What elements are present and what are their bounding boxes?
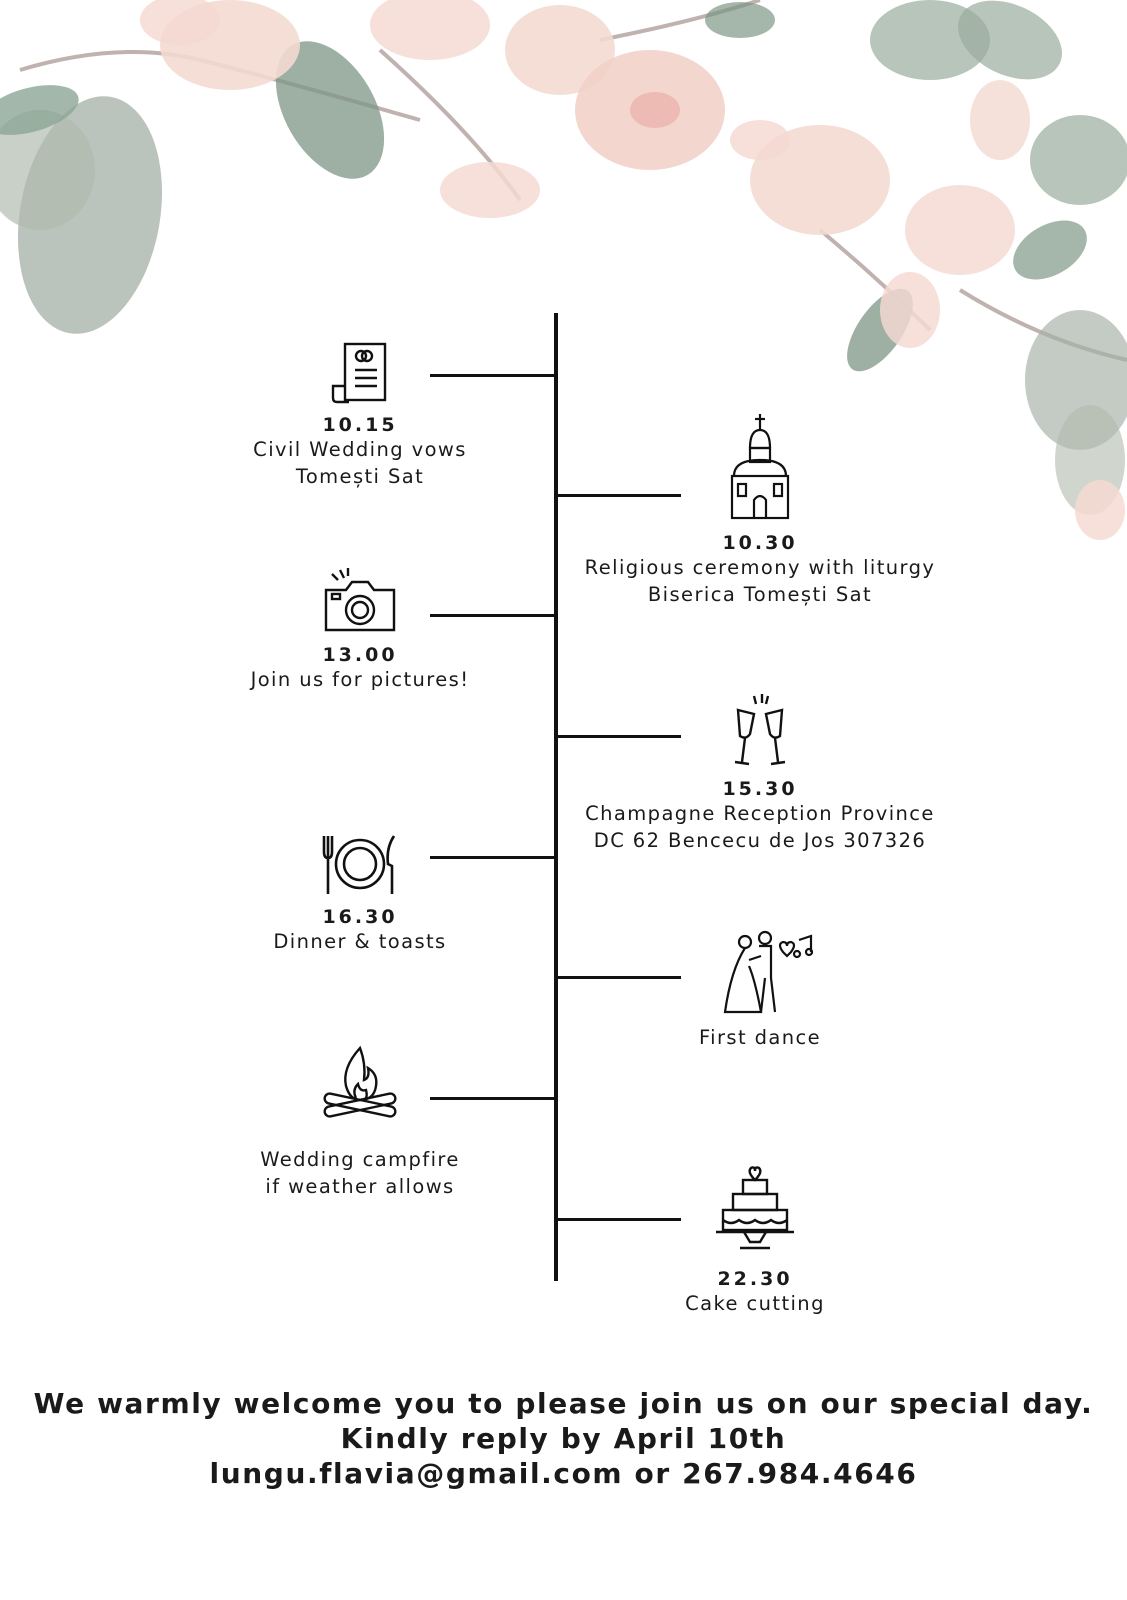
event-title: Cake cutting — [685, 1292, 825, 1315]
event-title: Civil Wedding vows — [253, 438, 467, 461]
event-time: 16.30 — [322, 906, 398, 928]
wedding-cake-icon — [714, 1166, 796, 1258]
church-icon — [728, 412, 792, 522]
event-time: 15.30 — [722, 778, 798, 800]
event-cake-cutting — [620, 1166, 890, 1317]
timeline-spine — [554, 313, 558, 1281]
event-title: Religious ceremony with liturgy — [584, 556, 936, 579]
event-campfire — [215, 1044, 505, 1200]
event-time: 10.15 — [322, 414, 398, 436]
event-dinner — [220, 834, 500, 955]
plate-cutlery-icon — [318, 834, 402, 896]
event-time: 13.00 — [322, 644, 398, 666]
campfire-icon — [320, 1044, 400, 1124]
event-title: Dinner & toasts — [273, 930, 447, 953]
rsvp-contact: lungu.flavia@gmail.com or 267.984.4646 — [209, 1457, 918, 1490]
dancing-couple-icon — [707, 930, 813, 1016]
event-title: Wedding campfire — [260, 1148, 460, 1171]
event-pictures — [220, 568, 500, 693]
event-note: if weather allows — [265, 1175, 455, 1198]
event-religious-ceremony — [580, 412, 940, 608]
camera-icon — [322, 568, 398, 634]
event-location: Biserica Tomești Sat — [647, 583, 873, 606]
event-time: 22.30 — [717, 1268, 793, 1290]
event-title: Join us for pictures! — [250, 668, 470, 691]
welcome-message: We warmly welcome you to please join us on our special day. — [33, 1387, 1094, 1420]
event-location: Tomești Sat — [295, 465, 425, 488]
event-champagne-reception — [570, 694, 950, 854]
marriage-certificate-icon — [325, 340, 395, 404]
event-title: First dance — [698, 1026, 822, 1049]
event-title: Champagne Reception Province — [585, 802, 935, 825]
event-location: DC 62 Bencecu de Jos 307326 — [593, 829, 927, 852]
event-first-dance — [620, 930, 900, 1051]
rsvp-footer — [0, 1386, 1127, 1491]
champagne-glasses-icon — [732, 694, 788, 768]
rsvp-deadline: Kindly reply by April 10th — [340, 1422, 787, 1455]
event-civil-wedding — [220, 340, 500, 490]
event-time: 10.30 — [722, 532, 798, 554]
